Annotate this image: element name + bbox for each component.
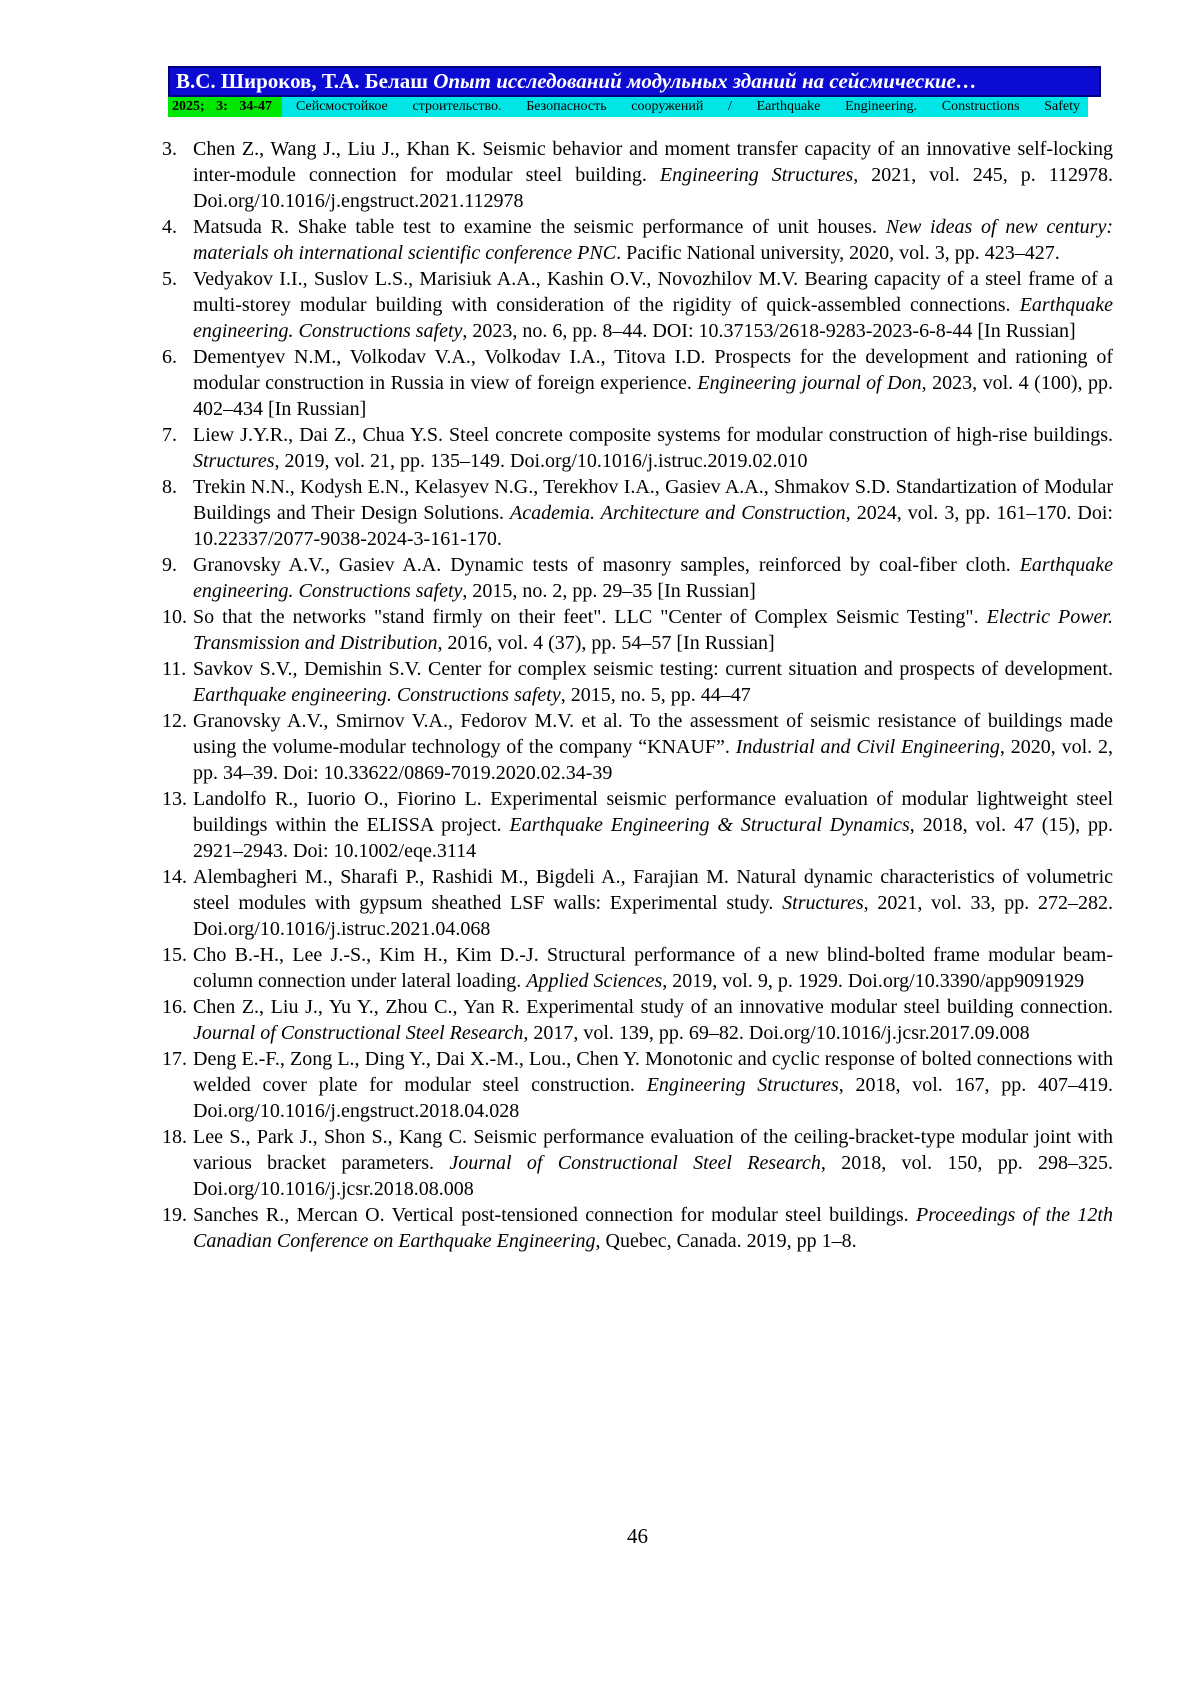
reference-source-italic: Earthquake Engineering & Structural Dynamics (509, 814, 910, 836)
reference-text: , 2021, vol. 245, p. 112978. Doi.org/10.1016/j.engstruct.2021.112978 (193, 164, 1114, 212)
reference-number: 19. (162, 1204, 187, 1226)
reference-text: , 2018, vol. 167, pp. 407–419. Doi.org/10.1016/j.engstruct.2018.04.028 (193, 1074, 1114, 1122)
reference-item (162, 136, 1113, 214)
reference-source-italic: Engineering Structures (646, 1074, 839, 1096)
reference-text: , 2018, vol. 150, pp. 298–325. Doi.org/10.1016/j.jcsr.2018.08.008 (193, 1152, 1114, 1200)
reference-item (162, 786, 1113, 864)
reference-number: 8. (162, 476, 177, 498)
reference-text: , 2016, vol. 4 (37), pp. 54–57 [In Russian] (437, 632, 775, 654)
reference-item (162, 266, 1113, 344)
running-head-article-title: Опыт исследований модульных зданий на сейсмические… (433, 69, 977, 93)
reference-text: , 2015, no. 2, pp. 29–35 [In Russian] (462, 580, 756, 602)
reference-source-italic: Journal of Constructional Steel Research (193, 1022, 524, 1044)
page-number: 46 (627, 1524, 648, 1548)
reference-item (162, 994, 1113, 1046)
reference-text: Granovsky A.V., Smirnov V.A., Fedorov M.V. et al. To the assessment of seismic resistance of buildings made using the volume-modular technology of the company “KNAUF”. (193, 710, 1113, 758)
reference-text: Lee S., Park J., Shon S., Kang C. Seismic performance evaluation of the ceiling-bracket-type modular joint with various bracket parameters. (193, 1126, 1113, 1174)
reference-source-italic: Engineering Structures (659, 164, 854, 186)
running-head-journal-bar (168, 97, 1088, 117)
reference-number: 3. (162, 138, 177, 160)
reference-item (162, 708, 1113, 786)
reference-item (162, 1124, 1113, 1202)
reference-text: Savkov S.V., Demishin S.V. Center for complex seismic testing: current situation and prospects of development. (193, 658, 1113, 680)
reference-source-italic: Industrial and Civil Engineering (735, 736, 1000, 758)
reference-text: Chen Z., Wang J., Liu J., Khan K. Seismic behavior and moment transfer capacity of an innovative self-locking inter-module connection for modular steel building. (193, 138, 1113, 186)
reference-source-italic: Structures (782, 892, 864, 914)
reference-text: , 2023, vol. 4 (100), pp. 402–434 [In Russian] (193, 372, 1113, 420)
reference-item (162, 1202, 1113, 1254)
reference-text: , 2015, no. 5, pp. 44–47 (560, 684, 751, 706)
reference-number: 6. (162, 346, 177, 368)
running-head-title-bar (168, 66, 1101, 97)
reference-number: 16. (162, 996, 187, 1018)
reference-number: 10. (162, 606, 187, 628)
reference-source-italic: Structures (193, 450, 275, 472)
reference-number: 18. (162, 1126, 187, 1148)
reference-text: Trekin N.N., Kodysh E.N., Kelasyev N.G., Terekhov I.A., Gasiev A.A., Shmakov S.D. Standartization of Modular Buildings and Their Design Solutions. (193, 476, 1113, 524)
reference-text: Vedyakov I.I., Suslov L.S., Marisiuk A.A., Kashin O.V., Novozhilov M.V. Bearing capacity of a steel frame of a multi-storey modular building with consideration of the rigidity of quick-assembled connections. (193, 268, 1113, 316)
reference-number: 9. (162, 554, 177, 576)
running-head-authors: В.С. Широков, Т.А. Белаш (176, 69, 428, 93)
reference-source-italic: New ideas of new century: materials oh international scientific conference PNC (193, 216, 1113, 264)
reference-source-italic: Electric Power. Transmission and Distribution (193, 606, 1113, 654)
reference-text: Liew J.Y.R., Dai Z., Chua Y.S. Steel concrete composite systems for modular construction of high-rise buildings. (193, 424, 1113, 446)
reference-text: , 2019, vol. 21, pp. 135–149. Doi.org/10.1016/j.istruc.2019.02.010 (274, 450, 808, 472)
reference-source-italic: Earthquake engineering. Constructions safety (193, 554, 1113, 602)
reference-source-italic: Journal of Constructional Steel Research (449, 1152, 821, 1174)
reference-text: , 2018, vol. 47 (15), pp. 2921–2943. Doi: 10.1002/eqe.3114 (193, 814, 1113, 862)
reference-text: Granovsky A.V., Gasiev A.A. Dynamic tests of masonry samples, reinforced by coal-fiber cloth. (193, 554, 1020, 576)
reference-source-italic: Earthquake engineering. Constructions safety (193, 684, 561, 706)
reference-item (162, 942, 1113, 994)
reference-number: 14. (162, 866, 187, 888)
reference-text: , 2021, vol. 33, pp. 272–282. Doi.org/10.1016/j.istruc.2021.04.068 (193, 892, 1113, 940)
reference-number: 4. (162, 216, 177, 238)
reference-list (162, 136, 1113, 1254)
reference-item (162, 604, 1113, 656)
reference-text: Alembagheri M., Sharafi P., Rashidi M., Bigdeli A., Farajian M. Natural dynamic characteristics of volumetric steel modules with gypsum sheathed LSF walls: Experimental study. (193, 866, 1113, 914)
page-header (168, 66, 1101, 117)
reference-text: . Pacific National university, 2020, vol. 3, pp. 423–427. (616, 242, 1060, 264)
reference-item (162, 422, 1113, 474)
reference-number: 15. (162, 944, 187, 966)
reference-text: Matsuda R. Shake table test to examine the seismic performance of unit houses. (193, 216, 886, 238)
reference-item (162, 864, 1113, 942)
reference-text: Sanches R., Mercan O. Vertical post-tensioned connection for modular steel buildings. (193, 1204, 917, 1226)
reference-text: , 2023, no. 6, pp. 8–44. DOI: 10.37153/2618-9283-2023-6-8-44 [In Russian] (462, 320, 1076, 342)
reference-source-italic: Academia. Architecture and Construction (510, 502, 846, 524)
reference-text: , 2024, vol. 3, pp. 161–170. Doi: 10.22337/2077-9038-2024-3-161-170. (193, 502, 1113, 550)
reference-number: 7. (162, 424, 177, 446)
reference-text: Landolfo R., Iuorio O., Fiorino L. Experimental seismic performance evaluation of modular lightweight steel buildings within the ELISSA project. (193, 788, 1113, 836)
reference-text: , 2019, vol. 9, p. 1929. Doi.org/10.3390/app9091929 (662, 970, 1085, 992)
reference-text: Deng E.-F., Zong L., Ding Y., Dai X.-M., Lou., Chen Y. Monotonic and cyclic response of bolted connections with welded cover plate for modular steel construction. (193, 1048, 1113, 1096)
reference-text: Chen Z., Liu J., Yu Y., Zhou C., Yan R. Experimental study of an innovative modular steel building connection. (193, 996, 1113, 1018)
reference-number: 13. (162, 788, 187, 810)
reference-item (162, 656, 1113, 708)
reference-item (162, 1046, 1113, 1124)
reference-source-italic: Proceedings of the 12th Canadian Conference on Earthquake Engineering (193, 1204, 1113, 1252)
reference-item (162, 344, 1113, 422)
reference-item (162, 214, 1113, 266)
reference-text: , Quebec, Canada. 2019, pp 1–8. (595, 1230, 857, 1252)
reference-text: , 2020, vol. 2, pp. 34–39. Doi: 10.33622/0869-7019.2020.02.34-39 (193, 736, 1114, 784)
reference-text: Cho B.-H., Lee J.-S., Kim H., Kim D.-J. Structural performance of a new blind-bolted frame modular beam-column connection under lateral loading. (193, 944, 1113, 992)
reference-source-italic: Engineering journal of Don (697, 372, 922, 394)
reference-text: So that the networks "stand firmly on their feet". LLC "Center of Complex Seismic Testing". (193, 606, 987, 628)
reference-number: 17. (162, 1048, 187, 1070)
reference-number: 5. (162, 268, 177, 290)
reference-item (162, 552, 1113, 604)
reference-text: Dementyev N.M., Volkodav V.A., Volkodav I.A., Titova I.D. Prospects for the development and rationing of modular construction in Russia in view of foreign experience. (193, 346, 1113, 394)
reference-source-italic: Earthquake engineering. Constructions safety (193, 294, 1113, 342)
reference-number: 12. (162, 710, 187, 732)
reference-item (162, 474, 1113, 552)
reference-source-italic: Applied Sciences (526, 970, 663, 992)
journal-title: Сейсмостойкое строительство. Безопасность сооружений / Earthquake Engineering. Constructions Safety (296, 99, 1080, 114)
reference-text: , 2017, vol. 139, pp. 69–82. Doi.org/10.1016/j.jcsr.2017.09.008 (523, 1022, 1030, 1044)
reference-number: 11. (162, 658, 187, 680)
issue-badge: 2025; 3: 34-47 (168, 97, 282, 117)
